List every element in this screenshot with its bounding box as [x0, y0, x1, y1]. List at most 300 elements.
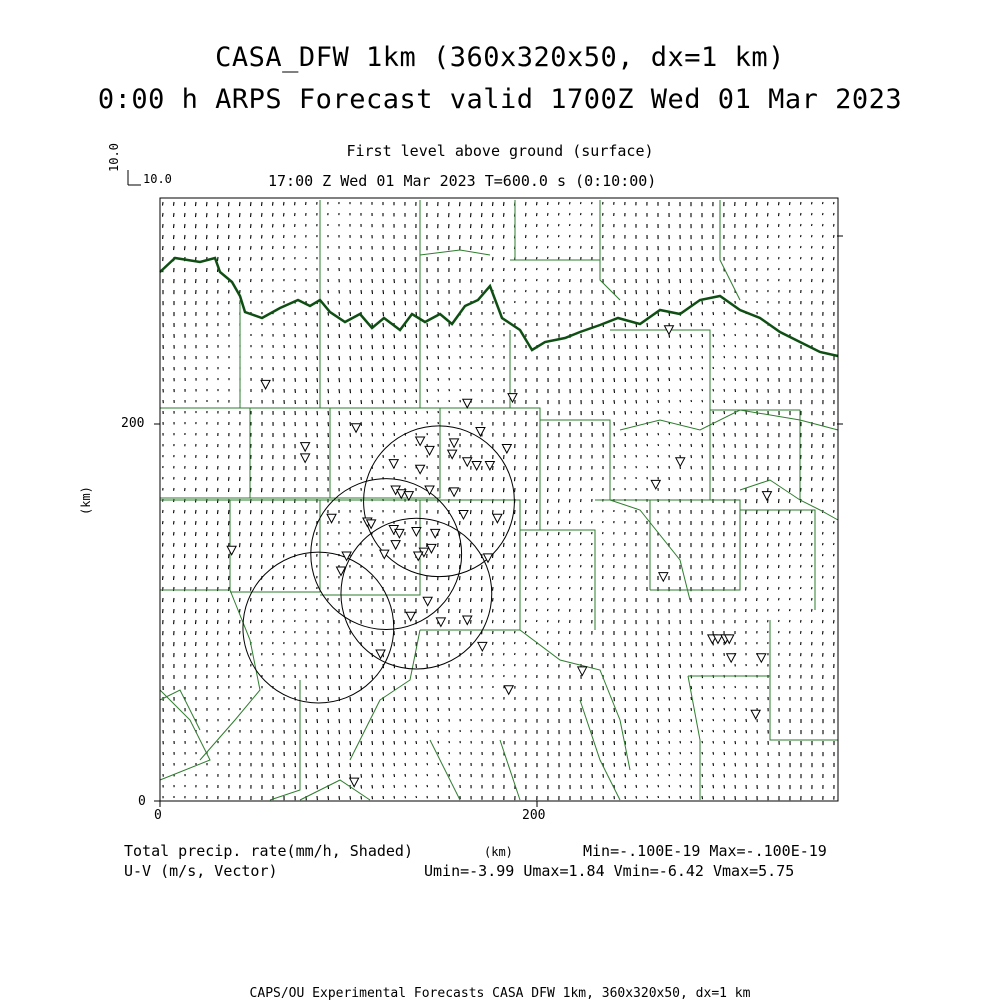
wind-vector: [823, 587, 824, 590]
wind-vector: [526, 257, 527, 260]
wind-vector: [240, 631, 241, 634]
wind-vector: [526, 268, 527, 270]
wind-vector: [724, 763, 725, 766]
valid-time-label: 17:00 Z Wed 01 Mar 2023 T=600.0 s (0:10:00): [268, 172, 656, 190]
wind-vector: [669, 796, 670, 798]
wind-vector: [262, 213, 263, 217]
wind-vector: [416, 389, 417, 392]
wind-vector: [196, 543, 197, 547]
wind-vector: [416, 334, 417, 338]
wind-vector: [493, 620, 494, 623]
station-marker: [578, 667, 587, 676]
wind-vector: [526, 587, 527, 590]
wind-vector: [240, 477, 241, 481]
wind-vector: [504, 587, 505, 591]
wind-vector: [790, 213, 791, 216]
wind-vector: [735, 389, 736, 392]
wind-vector: [383, 411, 384, 415]
wind-vector: [372, 774, 373, 778]
forecast-valid-title: 0:00 h ARPS Forecast valid 1700Z Wed 01 Mar 2023: [0, 84, 1000, 115]
precip-field-label: Total precip. rate(mm/h, Shaded): [124, 842, 413, 860]
wind-vector: [691, 301, 692, 305]
wind-vector: [515, 598, 516, 601]
station-marker: [425, 446, 434, 455]
wind-vector: [372, 741, 373, 745]
wind-vector: [801, 235, 802, 237]
wind-vector: [658, 719, 659, 722]
wind-vector: [251, 488, 252, 492]
wind-vector: [658, 796, 659, 798]
county-line: [420, 250, 490, 255]
wind-vector: [515, 609, 516, 612]
wind-vector: [614, 345, 615, 349]
wind-vector: [823, 576, 824, 578]
station-marker: [478, 642, 487, 651]
wind-vector: [372, 752, 373, 756]
wind-vector: [570, 521, 571, 524]
wind-vector: [570, 543, 571, 546]
wind-vector: [702, 730, 703, 732]
wind-vector: [251, 620, 252, 623]
wind-vector: [196, 554, 197, 558]
wind-vector: [702, 411, 703, 414]
wind-vector: [240, 565, 241, 569]
wind-vector: [834, 609, 835, 612]
wind-vector: [229, 213, 230, 217]
wind-vector: [383, 741, 384, 745]
wind-vector: [691, 686, 692, 689]
wind-vector: [801, 213, 802, 216]
wind-vector: [284, 565, 285, 568]
wind-vector: [581, 202, 582, 204]
wind-vector: [834, 213, 835, 215]
wind-vector: [680, 752, 681, 754]
wind-vector: [317, 334, 318, 338]
wind-vector: [823, 620, 824, 623]
wind-vector: [350, 334, 351, 338]
wind-vector: [185, 598, 186, 602]
wind-vector: [702, 697, 703, 700]
wind-vector: [812, 576, 813, 578]
wind-vector: [328, 367, 329, 371]
wind-vector: [823, 257, 824, 260]
wind-vector: [504, 631, 505, 634]
wind-vector: [625, 730, 626, 734]
wind-vector: [768, 521, 769, 525]
station-markers: [227, 326, 771, 787]
wind-vector: [647, 664, 648, 668]
wind-vector: [218, 598, 219, 602]
wind-vector: [504, 510, 505, 514]
wind-vector: [658, 752, 659, 755]
wind-vector: [207, 565, 208, 569]
wind-vector: [372, 378, 373, 382]
wind-vector: [493, 246, 494, 250]
wind-vector: [548, 609, 549, 611]
station-marker: [651, 480, 660, 489]
wind-vector: [504, 598, 505, 601]
wind-vector: [537, 246, 538, 249]
wind-vector: [823, 224, 824, 226]
wind-vector: [405, 719, 406, 723]
wind-vector: [526, 554, 527, 558]
wind-vector: [262, 598, 263, 601]
wind-vector: [482, 609, 483, 613]
wind-vector: [658, 664, 659, 668]
wind-vector: [581, 521, 582, 524]
wind-vector: [372, 664, 373, 668]
station-marker: [659, 573, 668, 582]
wind-vector: [559, 587, 560, 589]
wind-vector: [537, 598, 538, 600]
wind-vector: [273, 510, 274, 514]
wind-vector: [559, 532, 560, 535]
wind-vector: [185, 202, 186, 206]
wind-vector: [636, 422, 637, 425]
wind-vector: [625, 323, 626, 327]
wind-vector: [339, 719, 340, 723]
wind-vector: [680, 367, 681, 370]
wind-vector: [702, 312, 703, 315]
wind-vector: [416, 719, 417, 722]
wind-vector: [350, 400, 351, 404]
county-line: [300, 780, 370, 800]
wind-vector: [823, 609, 824, 612]
wind-vector: [361, 675, 362, 679]
wind-vector: [438, 345, 439, 348]
wind-vector: [394, 290, 395, 294]
wind-vector: [372, 719, 373, 723]
wind-vector: [416, 730, 417, 733]
wind-vector: [790, 202, 791, 205]
wind-vector: [405, 356, 406, 360]
wind-vector: [218, 576, 219, 580]
wind-vector: [680, 422, 681, 424]
wind-vector: [669, 290, 670, 294]
wind-vector: [834, 565, 835, 568]
credit-line: CAPS/OU Experimental Forecasts CASA DFW 1km, 360x320x50, dx=1 km: [0, 986, 1000, 1001]
wind-vector: [383, 708, 384, 712]
wind-vector: [504, 477, 505, 481]
wind-vector: [801, 257, 802, 259]
wind-vector: [614, 389, 615, 393]
wind-vector: [405, 312, 406, 316]
wind-vector: [207, 213, 208, 217]
wind-vector: [779, 521, 780, 525]
wind-vector: [185, 246, 186, 250]
wind-vector: [460, 554, 461, 558]
wind-vector: [713, 730, 714, 732]
wind-vector: [438, 752, 439, 754]
wind-vector: [614, 400, 615, 404]
wind-vector: [559, 488, 560, 492]
wind-vector: [229, 257, 230, 261]
wind-vector: [526, 521, 527, 525]
wind-vector: [482, 235, 483, 239]
wind-vector: [218, 631, 219, 635]
wind-vector: [218, 554, 219, 558]
wind-vector: [383, 290, 384, 294]
county-line: [540, 420, 610, 500]
wind-vector: [284, 532, 285, 536]
wind-vector: [680, 301, 681, 305]
wind-vector: [394, 686, 395, 690]
wind-vector: [317, 752, 318, 756]
wind-vector: [691, 675, 692, 678]
wind-vector: [328, 774, 329, 778]
wind-vector: [548, 521, 549, 525]
wind-vector: [383, 345, 384, 349]
wind-vector: [658, 697, 659, 701]
wind-vector: [636, 312, 637, 316]
wind-vector: [636, 675, 637, 679]
wind-vector: [713, 796, 714, 800]
wind-vector: [471, 587, 472, 591]
wind-vector: [537, 488, 538, 492]
wind-vector: [328, 741, 329, 745]
wind-vector: [284, 521, 285, 525]
wind-vector: [669, 367, 670, 370]
wind-vector: [416, 378, 417, 381]
wind-vector: [680, 378, 681, 381]
wind-vector: [757, 202, 758, 206]
wind-vector: [548, 510, 549, 514]
wind-vector: [405, 697, 406, 701]
wind-vector: [625, 719, 626, 723]
wind-vector: [438, 389, 439, 392]
wind-vector: [735, 741, 736, 744]
wind-vector: [812, 246, 813, 248]
wind-vector: [339, 301, 340, 305]
wind-vector: [768, 576, 769, 579]
wind-vector: [240, 543, 241, 547]
wind-vector: [768, 510, 769, 514]
county-line: [230, 500, 320, 592]
wind-vector: [669, 730, 670, 733]
wind-vector: [361, 697, 362, 701]
wind-vector: [185, 532, 186, 536]
wind-vector: [735, 763, 736, 766]
wind-vector: [614, 752, 615, 756]
wind-vector: [185, 609, 186, 613]
wind-vector: [174, 510, 175, 513]
wind-vector: [724, 367, 725, 369]
wind-vector: [218, 202, 219, 206]
wind-vector: [801, 576, 802, 578]
wind-vector: [515, 631, 516, 633]
wind-vector: [559, 202, 560, 205]
wind-vector: [526, 488, 527, 492]
wind-vector: [669, 675, 670, 679]
wind-vector: [680, 290, 681, 294]
wind-vector: [361, 752, 362, 756]
wind-vector: [614, 730, 615, 734]
wind-vector: [537, 510, 538, 514]
wind-vector: [702, 686, 703, 689]
wind-vector: [350, 356, 351, 360]
wind-vector: [724, 785, 725, 789]
wind-vector: [812, 213, 813, 215]
wind-vector: [658, 686, 659, 690]
station-marker: [397, 490, 406, 499]
wind-vector: [614, 708, 615, 712]
wind-vector: [647, 411, 648, 414]
wind-vector: [526, 246, 527, 249]
wind-field-label: U-V (m/s, Vector): [124, 862, 278, 880]
wind-vector: [581, 543, 582, 545]
county-line: [420, 255, 510, 408]
wind-vector: [207, 576, 208, 580]
wind-vector: [229, 598, 230, 602]
wind-vector: [735, 730, 736, 733]
wind-vector: [636, 763, 637, 766]
wind-vector: [537, 521, 538, 525]
wind-vector: [790, 246, 791, 248]
wind-vector: [372, 422, 373, 426]
wind-vector: [570, 213, 571, 215]
wind-vector: [548, 488, 549, 492]
station-marker: [301, 443, 310, 452]
wind-vector: [548, 598, 549, 600]
wind-vector: [581, 224, 582, 226]
wind-vector: [317, 774, 318, 778]
wind-vector: [372, 763, 373, 767]
wind-vector: [339, 334, 340, 338]
wind-vector: [328, 422, 329, 426]
wind-vector: [207, 554, 208, 558]
wind-vector: [174, 213, 175, 217]
wind-vector: [724, 323, 725, 326]
wind-vector: [273, 576, 274, 579]
county-line: [720, 200, 740, 300]
wind-vector: [394, 444, 395, 447]
wind-vector: [339, 730, 340, 734]
wind-vector: [801, 565, 802, 568]
wind-vector: [361, 664, 362, 668]
wind-vector: [779, 202, 780, 205]
wind-vector: [559, 609, 560, 611]
wind-vector: [812, 532, 813, 535]
wind-vector: [427, 752, 428, 755]
wind-vector: [394, 708, 395, 712]
wind-vector: [812, 488, 813, 492]
wind-vector: [548, 543, 549, 546]
wind-vector: [251, 235, 252, 239]
wind-vector: [207, 235, 208, 239]
wind-vector: [339, 708, 340, 712]
wind-vector: [636, 400, 637, 403]
wind-vector: [328, 334, 329, 338]
wind-vector: [229, 202, 230, 206]
wind-vector: [658, 422, 659, 425]
station-marker: [423, 597, 432, 606]
wind-vector: [570, 235, 571, 237]
wind-vector: [383, 763, 384, 767]
wind-vector: [658, 389, 659, 392]
wind-vector: [625, 752, 626, 756]
wind-vector: [504, 521, 505, 525]
wind-vector: [647, 378, 648, 382]
wind-vector: [691, 356, 692, 359]
wind-vector: [339, 378, 340, 382]
wind-vector: [702, 433, 703, 436]
wind-vector: [229, 631, 230, 635]
wind-vector: [691, 290, 692, 294]
wind-vector: [790, 587, 791, 589]
wind-vector: [482, 510, 483, 514]
wind-vector: [163, 565, 164, 569]
wind-vector: [713, 323, 714, 326]
wind-vector: [185, 576, 186, 580]
wind-vector: [229, 224, 230, 228]
wind-vector: [724, 356, 725, 358]
wind-vector: [647, 708, 648, 712]
wind-vector: [229, 565, 230, 569]
wind-vector: [361, 345, 362, 349]
wind-vector: [405, 378, 406, 382]
wind-vector: [724, 774, 725, 777]
wind-vector: [427, 378, 428, 381]
wind-vector: [427, 389, 428, 392]
wind-vector: [361, 323, 362, 327]
wind-vector: [207, 543, 208, 547]
wind-vector: [163, 202, 164, 206]
wind-vector: [471, 554, 472, 558]
wind-vector: [394, 719, 395, 723]
wind-vector: [482, 598, 483, 602]
wind-vector: [416, 796, 417, 798]
wind-vector: [405, 763, 406, 766]
wind-vector: [570, 576, 571, 578]
wind-vector: [273, 213, 274, 217]
wind-vector: [504, 576, 505, 580]
wind-vector: [801, 510, 802, 513]
wind-vector: [724, 411, 725, 414]
wind-vector: [427, 356, 428, 359]
wind-vector: [361, 411, 362, 415]
wind-vector: [647, 356, 648, 360]
station-marker: [352, 424, 361, 433]
wind-vector: [405, 774, 406, 777]
wind-vector: [834, 499, 835, 502]
wind-range: Umin=-3.99 Umax=1.84 Vmin=-6.42 Vmax=5.75: [424, 862, 794, 880]
wind-vector: [801, 224, 802, 226]
wind-vector: [823, 202, 824, 204]
wind-vector: [482, 532, 483, 536]
wind-vector: [647, 444, 648, 446]
wind-vector: [328, 719, 329, 723]
wind-vector: [174, 598, 175, 602]
wind-vector: [735, 356, 736, 358]
wind-vector: [691, 433, 692, 436]
wind-vector: [240, 488, 241, 492]
wind-vector: [394, 697, 395, 701]
wind-vector: [262, 554, 263, 558]
wind-vector: [438, 378, 439, 381]
wind-vector: [207, 224, 208, 228]
wind-vector: [669, 433, 670, 435]
wind-vector: [548, 532, 549, 535]
wind-vector: [317, 708, 318, 712]
wind-vector: [240, 224, 241, 228]
wind-vector: [196, 598, 197, 602]
wind-vector: [570, 510, 571, 513]
wind-vector: [328, 752, 329, 756]
wind-vector: [768, 543, 769, 547]
wind-vector: [383, 400, 384, 404]
wind-vector: [515, 554, 516, 558]
wind-vector: [658, 378, 659, 381]
